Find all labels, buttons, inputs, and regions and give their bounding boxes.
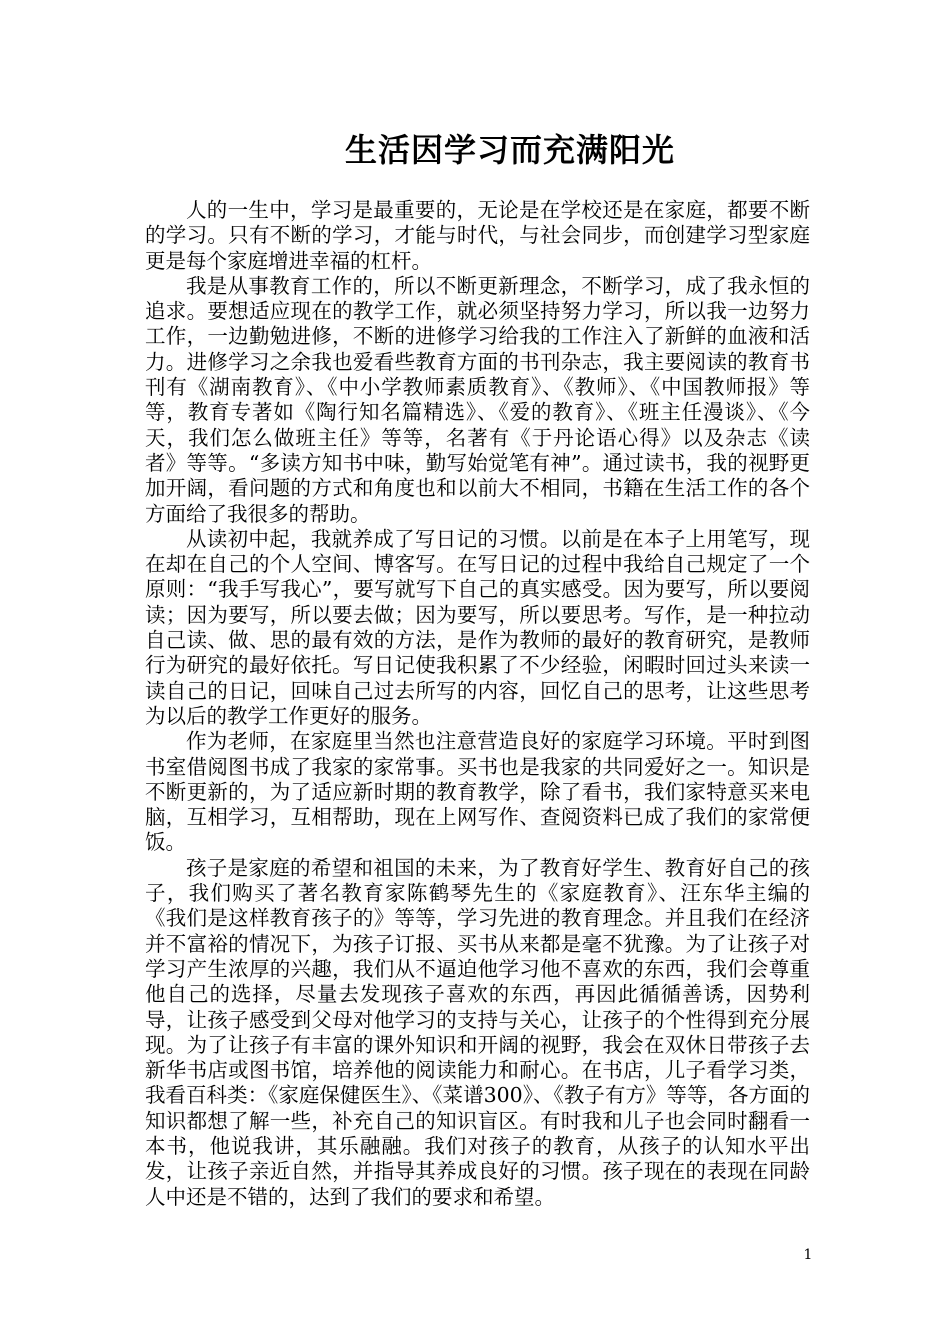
paragraph-4: 作为老师，在家庭里当然也注意营造良好的家庭学习环境。平时到图书室借阅图书成了我家的家常事。买书也是我家的共同爱好之一。知识是不断更新的，为了适应新时期的教育教学，除了看书，我们家特意买来电脑，互相学习，互相帮助，现在上网写作、查阅资料已成了我们的家常便饭。 xyxy=(145,729,810,855)
paragraph-5: 孩子是家庭的希望和祖国的未来，为了教育好学生、教育好自己的孩子，我们购买了著名教育家陈鹤琴先生的《家庭教育》、汪东华主编的《我们是这样教育孩子的》等等，学习先进的教育理念。并且我们在经济并不富裕的情况下，为孩子订报、买书从来都是毫不犹豫。为了让孩子对学习产生浓厚的兴趣，我们从不逼迫他学习他不喜欢的东西，我们会尊重他自己的选择，尽量去发现孩子喜欢的东西，再因此循循善诱，因势利导，让孩子感受到父母对他学习的支持与关心，让孩子的个性得到充分展现。为了让孩子有丰富的课外知识和开阔的视野，我会在双休日带孩子去新华书店或图书馆，培养他的阅读能力和耐心。在书店，儿子看学习类，我看百科类：《家庭保健医生》、《菜谱300》、《教子有方》等等，各方面的知识都想了解一些，补充自己的知识盲区。有时我和儿子也会同时翻看一本书，他说我讲，其乐融融。我们对孩子的教育，从孩子的认知水平出发，让孩子亲近自然，并指导其养成良好的习惯。孩子现在的表现在同龄人中还是不错的，达到了我们的要求和希望。 xyxy=(145,855,810,1209)
paragraph-3: 从读初中起，我就养成了写日记的习惯。以前是在本子上用笔写，现在却在自己的个人空间、博客写。在写日记的过程中我给自己规定了一个原则：“我手写我心”，要写就写下自己的真实感受。因为要写，所以要阅读；因为要写，所以要去做；因为要写，所以要思考。写作，是一种拉动自己读、做、思的最有效的方法，是作为教师的最好的教育研究，是教师行为研究的最好依托。写日记使我积累了不少经验，闲暇时回过头来读一读自己的日记，回味自己过去所写的内容，回忆自己的思考，让这些思考为以后的教学工作更好的服务。 xyxy=(145,526,810,728)
paragraph-1: 人的一生中，学习是最重要的，无论是在学校还是在家庭，都要不断的学习。只有不断的学习，才能与时代，与社会同步，而创建学习型家庭更是每个家庭增进幸福的杠杆。 xyxy=(145,198,810,273)
article-body xyxy=(145,198,810,1210)
page-title: 生活因学习而充满阳光 xyxy=(344,131,675,169)
paragraph-2: 我是从事教育工作的，所以不断更新理念，不断学习，成了我永恒的追求。要想适应现在的教学工作，就必须坚持努力学习，所以我一边努力工作，一边勤勉进修，不断的进修学习给我的工作注入了新鲜的血液和活力。进修学习之余我也爱看些教育方面的书刊杂志，我主要阅读的教育书刊有《湖南教育》、《中小学教师素质教育》、《教师》、《中国教师报》等等，教育专著如《陶行知名篇精选》、《爱的教育》、《班主任漫谈》、《今天，我们怎么做班主任》等等，名著有《于丹论语心得》以及杂志《读者》等等。“多读方知书中味，勤写始觉笔有神”。通过读书，我的视野更加开阔，看问题的方式和角度也和以前大不相同，书籍在生活工作的各个方面给了我很多的帮助。 xyxy=(145,273,810,526)
page-number: 1 xyxy=(803,1247,813,1263)
